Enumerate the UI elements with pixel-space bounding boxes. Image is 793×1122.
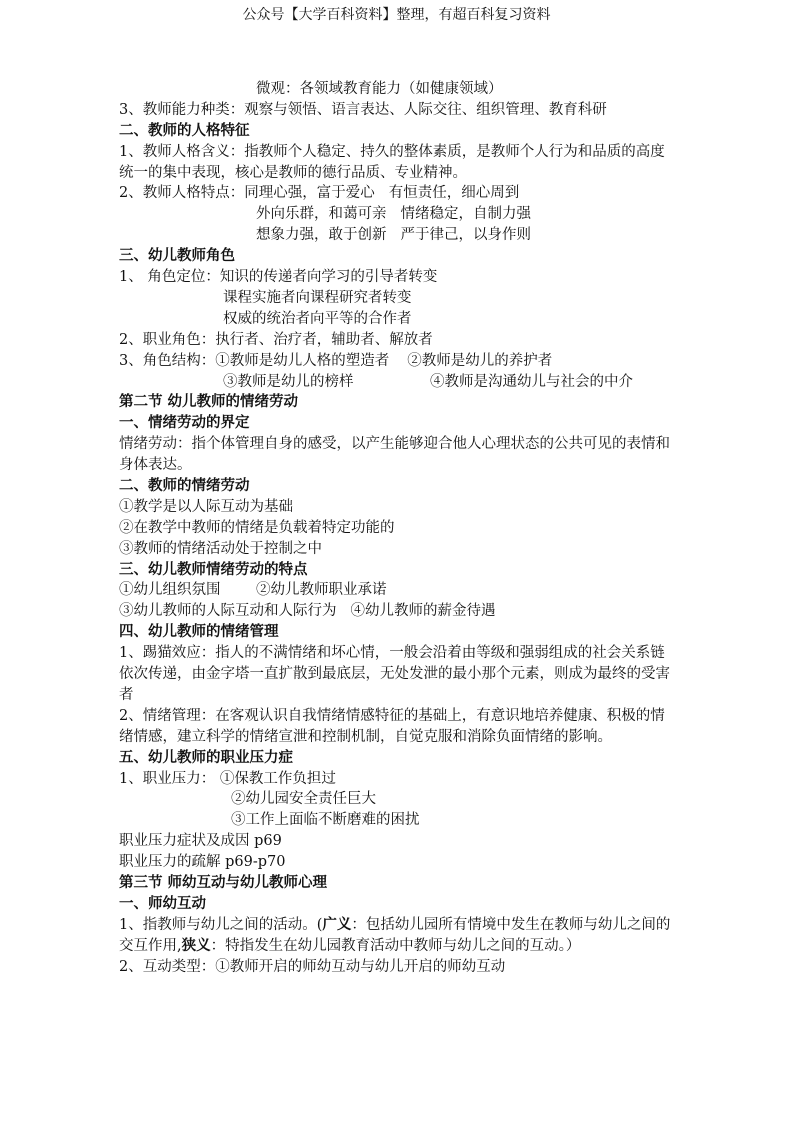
text-line: [119, 225, 679, 246]
term-narrow: 狭义: [181, 936, 211, 954]
text-line: 2、职业角色：执行者、治疗者，辅助者、解放者: [119, 331, 433, 348]
text-line: 课程实施者向课程研究者转变: [223, 289, 412, 306]
text-line: 职业压力症状及成因 p69: [119, 833, 282, 850]
section-heading: 三、幼儿教师情绪劳动的特点: [119, 560, 308, 578]
text-line: ③工作上面临不断磨难的困扰: [231, 812, 420, 829]
text-line: [119, 183, 679, 204]
role-item: ③教师是幼儿的榜样: [223, 373, 354, 390]
paragraph-text: ：特指发生在幼儿园教育活动中教师与幼儿之间的互动。）: [210, 937, 581, 954]
paragraph: 情绪劳动：指个体管理自身的感受，以产生能够迎合他人心理状态的公共可见的表情和身体表达。: [119, 436, 670, 474]
text-line: 职业压力的疏解 p69-p70: [119, 854, 286, 871]
text-line: ①教学是以人际互动为基础: [119, 498, 293, 515]
paragraph: 1、教师人格含义：指教师个人稳定、持久的整体素质，是教师个人行为和品质的高度统一的集中表现，核心是教师的德行品质、专业精神。: [119, 143, 665, 181]
text-line: [119, 351, 679, 372]
role-item: ④教师是沟通幼儿与社会的中介: [430, 373, 633, 390]
feature-item: ④幼儿教师的薪金待遇: [350, 603, 496, 620]
text-line: ②在教学中教师的情绪是负载着特定功能的: [119, 519, 395, 536]
paragraph: [119, 915, 679, 957]
text-line: [119, 372, 679, 393]
role-item: ②教师是幼儿的养护者: [407, 352, 553, 369]
trait-item: 情绪稳定，自制力强: [400, 206, 531, 223]
text-line: 2、互动类型：①教师开启的师幼互动与幼儿开启的师幼互动: [119, 958, 506, 975]
trait-item: 有恒责任，细心周到: [388, 185, 520, 202]
page-header: 公众号【大学百科资料】整理，有超百科复习资料: [242, 7, 551, 23]
document-body: [119, 79, 679, 977]
feature-item: ②幼儿教师职业承诺: [256, 582, 387, 599]
trait-item: 外向乐群，和蔼可亲: [256, 206, 387, 223]
paragraph: 2、情绪管理：在客观认识自我情绪情感特征的基础上，有意识地培养健康、积极的情绪情感，建立科学的情绪宣泄和控制机制，自觉克服和消除负面情绪的影响。: [119, 707, 665, 745]
chapter-section-title: 第三节 师幼互动与幼儿教师心理: [119, 873, 328, 891]
text-line: [119, 204, 679, 225]
paragraph-text: ：包括幼儿园所有情境中发生在教师与幼儿之间的交互作用,: [119, 916, 671, 954]
section-heading: 四、幼儿教师的情绪管理: [119, 623, 279, 641]
text-line: 3、教师能力种类：观察与领悟、语言表达、人际交往、组织管理、教育科研: [119, 101, 607, 118]
role-item: 3、角色结构：①教师是幼儿人格的塑造者: [119, 352, 390, 369]
chapter-section-title: 第二节 幼儿教师的情绪劳动: [119, 393, 299, 411]
section-heading: 一、师幼互动: [119, 894, 206, 912]
text-line: 1、职业压力： ①保教工作负担过: [119, 770, 336, 787]
section-heading: 五、幼儿教师的职业压力症: [119, 748, 293, 766]
section-heading: 二、教师的人格特征: [119, 121, 250, 139]
section-heading: 一、情绪劳动的界定: [119, 414, 250, 432]
paragraph-text: 1、指教师与幼儿之间的活动。(: [119, 916, 323, 933]
text-line: 微观：各领域教育能力（如健康领域）: [256, 81, 503, 97]
section-heading: 二、教师的情绪劳动: [119, 476, 250, 494]
feature-item: ①幼儿组织氛围: [119, 582, 221, 599]
term-broad: 广义: [322, 915, 352, 933]
section-heading: 三、幼儿教师角色: [119, 247, 235, 265]
text-line: ③教师的情绪活动处于控制之中: [119, 540, 322, 557]
text-line: 权威的统治者向平等的合作者: [223, 310, 412, 327]
text-line: 1、 角色定位：知识的传递者向学习的引导者转变: [119, 269, 438, 286]
trait-item: 严于律己，以身作则: [400, 227, 531, 244]
feature-item: ③幼儿教师的人际互动和人际行为: [119, 603, 337, 620]
trait-item: 2、教师人格特点：同理心强，富于爱心: [119, 185, 375, 202]
text-line: ②幼儿园安全责任巨大: [231, 791, 376, 808]
text-line: [119, 580, 679, 601]
text-line: [119, 601, 679, 622]
paragraph: 1、踢猫效应：指人的不满情绪和坏心情，一般会沿着由等级和强弱组成的社会关系链依次传递，由金字塔一直扩散到最底层，无处发泄的最小那个元素，则成为最终的受害者: [119, 645, 670, 703]
trait-item: 想象力强，敢于创新: [256, 227, 387, 244]
